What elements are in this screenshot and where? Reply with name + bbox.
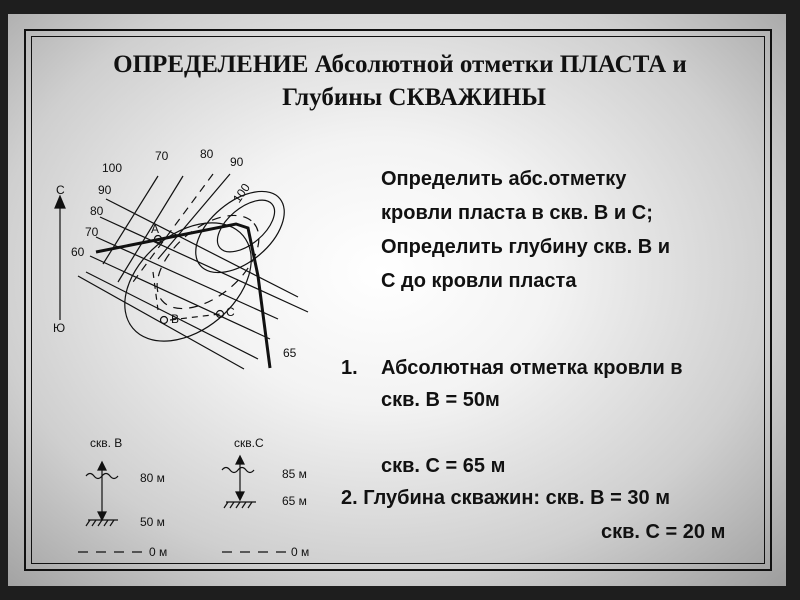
surface-wavy-line (222, 468, 254, 473)
up-arrow-icon (98, 462, 106, 470)
answer-1-number: 1. (341, 357, 358, 379)
contour-label-65: 65 (283, 346, 297, 360)
answer-1-line-c: скв. С = 65 м (381, 455, 506, 477)
contour-label-top-80: 80 (200, 147, 214, 161)
well-b-top-elevation: 80 м (140, 471, 165, 485)
hatch-mark (230, 502, 234, 508)
hatch-mark (248, 502, 252, 508)
well-b-zero-elevation: 0 м (149, 545, 168, 559)
answer-2-line-a: 2. Глубина скважин: скв. В = 30 м (341, 487, 670, 509)
well-c-column (222, 456, 288, 552)
well-c-bottom-elevation: 65 м (282, 494, 307, 508)
task-line-3: Определить глубину скв. В и (381, 236, 671, 258)
answer-1-line-b: скв. В = 50м (381, 389, 500, 411)
south-label: Ю (53, 321, 66, 335)
well-c-zero-elevation: 0 м (291, 545, 310, 559)
contour-label-60: 60 (71, 245, 85, 259)
contour-label-70: 70 (85, 225, 99, 239)
hatch-mark (236, 502, 240, 508)
slide (8, 14, 786, 586)
title-line-2: Глубины СКВАЖИНЫ (282, 84, 546, 111)
well-b-column (78, 462, 148, 552)
north-label: С (56, 183, 65, 197)
task-line-4: С до кровли пласта (381, 270, 577, 292)
structure-map-diagram (8, 14, 786, 586)
answer-2-line-b: скв. С = 20 м (601, 521, 726, 543)
title-line-1: ОПРЕДЕЛЕНИЕ Абсолютной отметки ПЛАСТА и (113, 51, 687, 78)
well-a-label: A (151, 222, 160, 236)
well-c-label: C (226, 305, 235, 319)
contour-label-top-70: 70 (155, 149, 169, 163)
hatch-mark (92, 520, 96, 526)
hatch-mark (242, 502, 246, 508)
well-b-label: B (171, 312, 180, 326)
hatch-mark (224, 502, 228, 508)
contour-label-90: 90 (98, 183, 112, 197)
down-arrow-icon (98, 512, 106, 520)
hatch-mark (104, 520, 108, 526)
well-b-bottom-elevation: 50 м (140, 515, 165, 529)
well-c-title: скв.С (234, 436, 264, 450)
down-arrow-icon (236, 492, 244, 500)
well-c-top-elevation: 85 м (282, 467, 307, 481)
task-line-1: Определить абс.отметку (381, 168, 627, 190)
north-arrow-icon (55, 196, 65, 208)
well-b-marker (161, 317, 168, 324)
contour-label-top-90: 90 (230, 155, 244, 169)
contour-label-80: 80 (90, 204, 104, 218)
answer-1-line-a: Абсолютная отметка кровли в (381, 357, 683, 379)
well-b-title: скв. В (90, 436, 123, 450)
fault-line (96, 224, 270, 368)
up-arrow-icon (236, 456, 244, 464)
contour-label-ellipse-100: 100 (229, 180, 253, 206)
contour-label-100: 100 (102, 161, 123, 175)
hatch-mark (110, 520, 114, 526)
task-line-2: кровли пласта в скв. В и С; (381, 202, 653, 224)
hatch-mark (86, 520, 90, 526)
hatch-mark (98, 520, 102, 526)
